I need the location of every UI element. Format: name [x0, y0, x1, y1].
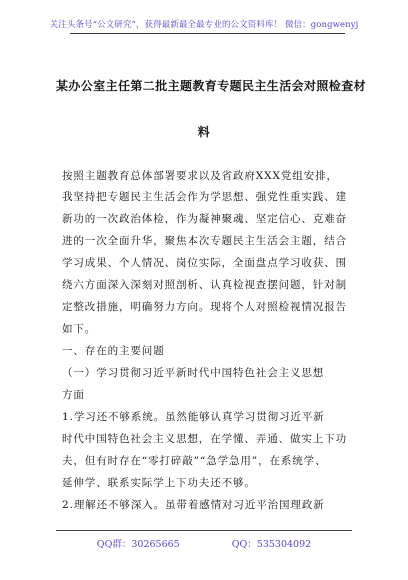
footer-divider: [56, 530, 352, 531]
header-banner: 关注头条号“公文研究”，获得最新最全最专业的公文资料库！ 微信：gongwenyj: [49, 20, 359, 30]
footer-qq-group: QQ群：30265665: [96, 539, 180, 550]
document-title-line-1: 某办公室主任第二批主题教育专题民主生活会对照检查材: [56, 79, 367, 93]
body-line: 如下。: [62, 323, 97, 335]
body-line: 时代中国特色社会主义思想，在学懂、弄通、做实上下功: [62, 433, 347, 445]
body-line: 定整改措施，明确努力方向。现将个人对照检视情况报告: [62, 301, 347, 313]
header-divider: [70, 33, 345, 34]
body-line: 新功的一次政治体检，作为凝神聚魂、坚定信心、克难奋: [62, 213, 347, 225]
body-line: 方面: [62, 389, 85, 401]
body-line: 夫，但有时存在“零打碎敲”“急学急用”，在系统学、: [62, 455, 327, 467]
body-line: 2.理解还不够深入。虽带着感情对习近平治国理政新: [62, 499, 325, 511]
section-heading: 一、存在的主要问题: [62, 345, 165, 357]
body-line: 学习成果、个人情况、岗位实际，全面盘点学习收获、围: [62, 257, 347, 269]
document-title-line-2: 料: [197, 125, 211, 139]
body-line: 进的一次全面升华，聚焦本次专题民主生活会主题，结合: [62, 235, 347, 247]
body-line: 我坚持把专题民主生活会作为学思想、强党性重实践、建: [62, 191, 347, 203]
footer-qq-number: QQ：535304092: [231, 539, 312, 550]
body-line: 延伸学、联系实际学上下功夫还不够。: [62, 477, 256, 489]
subsection-heading: （一）学习贯彻习近平新时代中国特色社会主义思想: [62, 367, 325, 379]
body-line: 绕六方面深入深刻对照剖析、认真检视查摆问题，针对制: [62, 279, 347, 291]
body-line: 1.学习还不够系统。虽然能够认真学习贯彻习近平新: [62, 411, 325, 423]
footer-contacts: [0, 536, 408, 550]
body-line: 按照主题教育总体部署要求以及省政府XXX党组安排，: [62, 170, 338, 182]
